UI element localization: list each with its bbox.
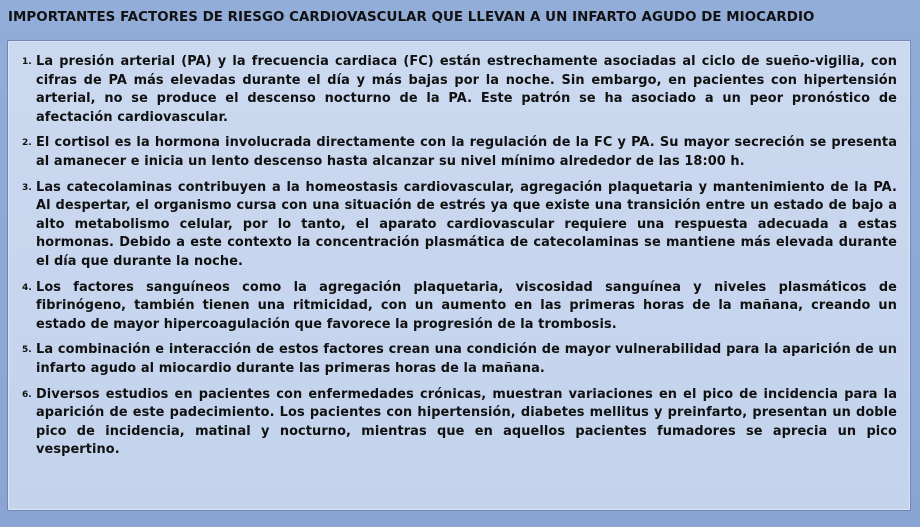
list-item [22, 279, 897, 335]
item-text: Las catecolaminas contribuyen a la homeostasis cardiovascular, agregación plaquetaria y mantenimiento de la PA. Al despertar, el organismo cursa con una situación de estrés ya que existe una transición entre un estado de bajo a alto metabolismo celular, por lo tanto, el aparato cardiovascular requiere una respuesta adecuada a estas hormonas. Debido a este contexto la concentración plasmática de catecolaminas se mantiene más elevada durante el día que durante la noche. [36, 179, 897, 269]
item-number: 5. [22, 345, 32, 356]
item-text: La combinación e interacción de estos factores crean una condición de mayor vulnerabilidad para la aparición de un infarto agudo al miocardio durante las primeras horas de la mañana. [36, 342, 897, 376]
item-number: 6. [22, 389, 32, 400]
list-item [22, 386, 897, 460]
list-item [22, 341, 897, 378]
item-number: 3. [22, 182, 32, 193]
item-number: 4. [22, 282, 32, 293]
content-panel [7, 40, 911, 511]
item-text: La presión arterial (PA) y la frecuencia cardiaca (FC) están estrechamente asociadas al ciclo de sueño-vigilia, con cifras de PA más elevadas durante el día y más bajas por la noche. Sin embargo, en pacientes con hipertensión arterial, no se produce el descenso nocturno de la PA. Este patrón se ha asociado a un peor pronóstico de afectación cardiovascular. [36, 54, 897, 125]
list-item [22, 134, 897, 171]
list-item [22, 179, 897, 272]
item-number: 1. [22, 57, 32, 67]
item-text: Los factores sanguíneos como la agregación plaquetaria, viscosidad sanguínea y niveles plasmáticos de fibrinógeno, también tienen una ritmicidad, con un aumento en las primeras horas de la mañana, creando un estado de mayor hipercoagulación que favorece la progresión de la trombosis. [36, 279, 897, 332]
risk-factor-list [22, 53, 897, 460]
page-title: IMPORTANTES FACTORES DE RIESGO CARDIOVASCULAR QUE LLEVAN A UN INFARTO AGUDO DE MIOCARDIO [8, 10, 815, 25]
item-text: Diversos estudios en pacientes con enfermedades crónicas, muestran variaciones en el pico de incidencia para la aparición de este padecimiento. Los pacientes con hipertensión, diabetes mellitus y preinfarto, presentan un doble pico de incidencia, matinal y nocturno, mientras que en aquellos pacientes fumadores se aprecia un pico vespertino. [36, 386, 897, 458]
item-number: 2. [22, 138, 32, 149]
item-text: El cortisol es la hormona involucrada directamente con la regulación de la FC y PA. Su mayor secreción se presenta al amanecer e inicia un lento descenso hasta alcanzar su nivel mínimo alrededor de las 18:00 h. [36, 135, 897, 169]
list-item [22, 53, 897, 127]
